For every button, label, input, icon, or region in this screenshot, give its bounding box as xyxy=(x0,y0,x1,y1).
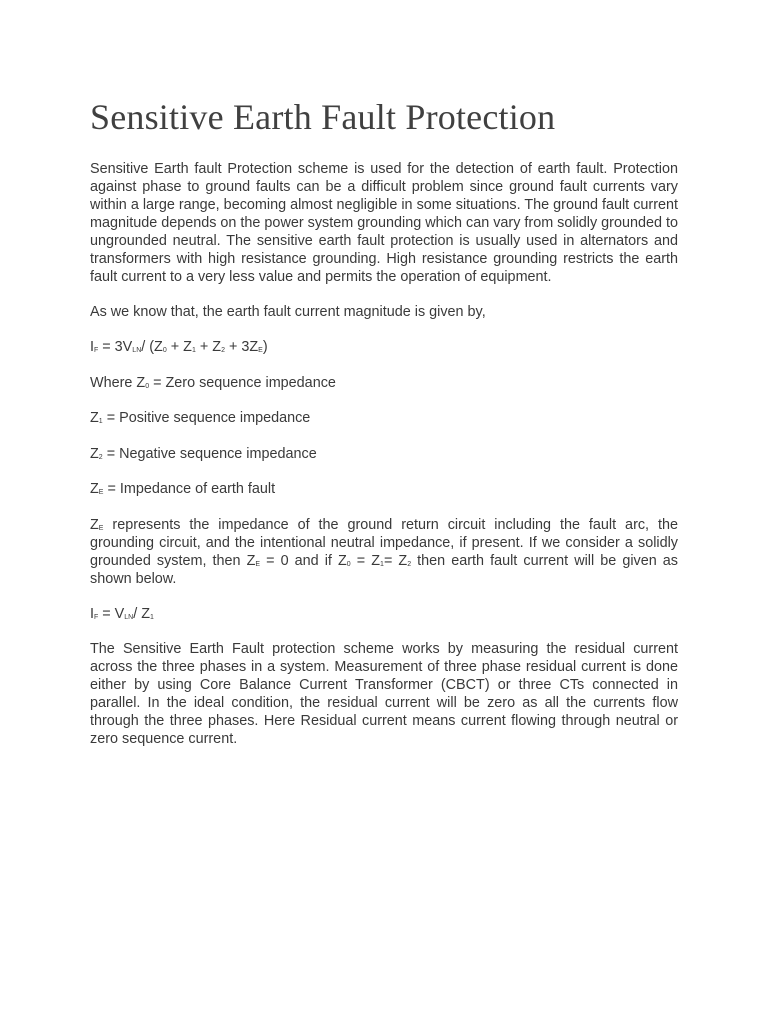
fault-current-formula: $I_F = 3V_{LN}/$ $(Z_0 + Z_1 + Z_2 + 3Z_E)$ xyxy=(90,339,268,355)
intro-paragraph: Sensitive Earth fault Protection scheme is used for the detection of earth fault. Protection against phase to ground faults can be a difficult problem since ground fault currents vary within a large range, becoming almost negligible in some situations. The ground fault current magnitude depends on the power system grounding which can vary from solidly grounded to ungrounded neutral. The sensitive earth fault protection is usually used in alternators and transformers with high resistance grounding. High resistance grounding restricts the earth fault current to a very less value and permits the operation of equipment. xyxy=(90,161,678,285)
definition-z1: $Z_1$ = Positive sequence impedance xyxy=(90,410,311,426)
definition-z2: $Z_2$ = Negative sequence impedance xyxy=(90,445,317,462)
closing-paragraph: The Sensitive Earth Fault protection scheme works by measuring the residual current across the three phases in a system. Measurement of three phase residual current is done either by using Core Balance Current Transformer (CBCT) or three CTs connected in parallel. In the ideal condition, the residual current will be zero as all the currents flow through the three phases. Here Residual current means current flowing through neutral or zero sequence current. xyxy=(90,641,678,747)
solidly-grounded-formula: $I_F = V_{LN}/$ $Z_1$ xyxy=(90,605,154,622)
ze-explanation-paragraph: $Z_E$ represents the impedance of the ground return circuit including the fault arc, the grounding circuit, and the intentional neutral impedance, if present. If we consider a solidly grounded system, then $Z_E = 0$ and if $Z_0 = Z_1= Z_2$ then earth fault current will be given as shown below. xyxy=(90,516,679,587)
document-page xyxy=(90,96,678,765)
definition-z0: Where $Z_0$ = Zero sequence impedance xyxy=(90,374,336,391)
page-title: Sensitive Earth Fault Protection xyxy=(90,97,556,137)
definition-ze: $Z_E$ = Impedance of earth fault xyxy=(90,481,276,497)
lead-in-paragraph: As we know that, the earth fault current magnitude is given by, xyxy=(90,304,486,320)
